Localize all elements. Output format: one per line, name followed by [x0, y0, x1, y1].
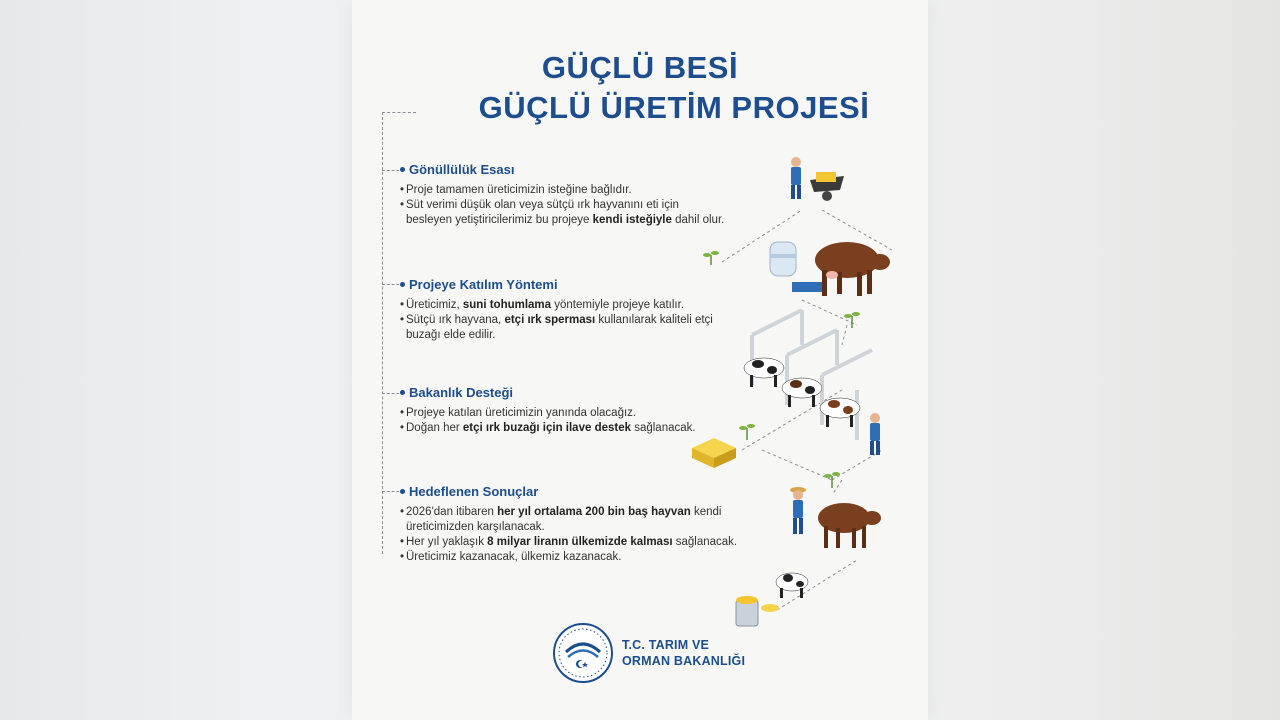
text-line: üreticimizden karşılanacak.	[406, 521, 545, 533]
title-line-1: GÜÇLÜ BESİ	[541, 50, 739, 85]
farmer-icon	[870, 413, 880, 455]
bullet-dot-icon	[400, 167, 405, 172]
guide-line	[382, 112, 416, 113]
holstein-cow-icon	[744, 358, 784, 387]
infographic-poster	[352, 0, 928, 720]
brown-cow-icon	[818, 503, 881, 548]
text-line: • Doğan her etçi ırk buzağı için ilave destek sağlanacak.	[400, 422, 696, 434]
ministry-name	[622, 637, 745, 669]
sprout-icon	[739, 424, 755, 440]
title-line-2: GÜÇLÜ ÜRETİM PROJESİ	[478, 90, 870, 125]
text-line: • Proje tamamen üreticimizin isteğine bağlıdır.	[400, 184, 632, 196]
holstein-cow-icon	[782, 378, 822, 407]
text-line: • Projeye katılan üreticimizin yanında olacağız.	[400, 407, 637, 419]
heading-text: Bakanlık Desteği	[409, 385, 514, 400]
heading-text: Projeye Katılım Yöntemi	[409, 277, 558, 292]
text-line: • 2026'dan itibaren her yıl ortalama 200 bin baş hayvan kendi	[400, 506, 722, 518]
ministry-logo	[552, 622, 745, 684]
text-line: • Süt verimi düşük olan veya sütçü ırk hayvanını eti için	[400, 199, 679, 211]
text-line: besleyen yetiştiricilerimiz bu projeye kendi isteğiyle dahil olur.	[406, 214, 725, 226]
hay-bale-icon	[692, 438, 736, 468]
bullet-dot-icon	[400, 282, 405, 287]
holstein-cow-icon	[820, 398, 860, 427]
text-line: • Sütçü ırk hayvana, etçi ırk sperması kullanılarak kaliteli etçi	[400, 314, 713, 326]
bullet-dot-icon	[400, 489, 405, 494]
ministry-name-line-2: ORMAN BAKANLIĞI	[622, 654, 746, 668]
heading-text: Hedeflenen Sonuçlar	[409, 484, 539, 499]
livestock-illustration	[692, 150, 922, 640]
calf-icon	[776, 573, 808, 598]
text-line: • Üreticimiz, suni tohumlama yöntemiyle projeye katılır.	[400, 299, 685, 311]
farmer-wheelbarrow-icon	[791, 157, 844, 201]
text-line: • Her yıl yaklaşık 8 milyar liranın ülkemizde kalması sağlanacak.	[400, 536, 738, 548]
text-line: • Üreticimiz kazanacak, ülkemiz kazanacak.	[400, 551, 622, 563]
text-line: buzağı elde edilir.	[406, 329, 496, 341]
ministry-name-line-1: T.C. TARIM VE	[622, 638, 710, 652]
heading-text: Gönüllülük Esası	[409, 162, 515, 177]
bullet-dot-icon	[400, 390, 405, 395]
farmer-icon	[790, 487, 806, 534]
brown-cow-icon	[815, 242, 890, 296]
sprout-icon	[824, 472, 840, 488]
sprout-icon	[703, 251, 719, 265]
guide-line-vertical	[382, 112, 383, 554]
ministry-emblem-icon	[552, 622, 614, 684]
